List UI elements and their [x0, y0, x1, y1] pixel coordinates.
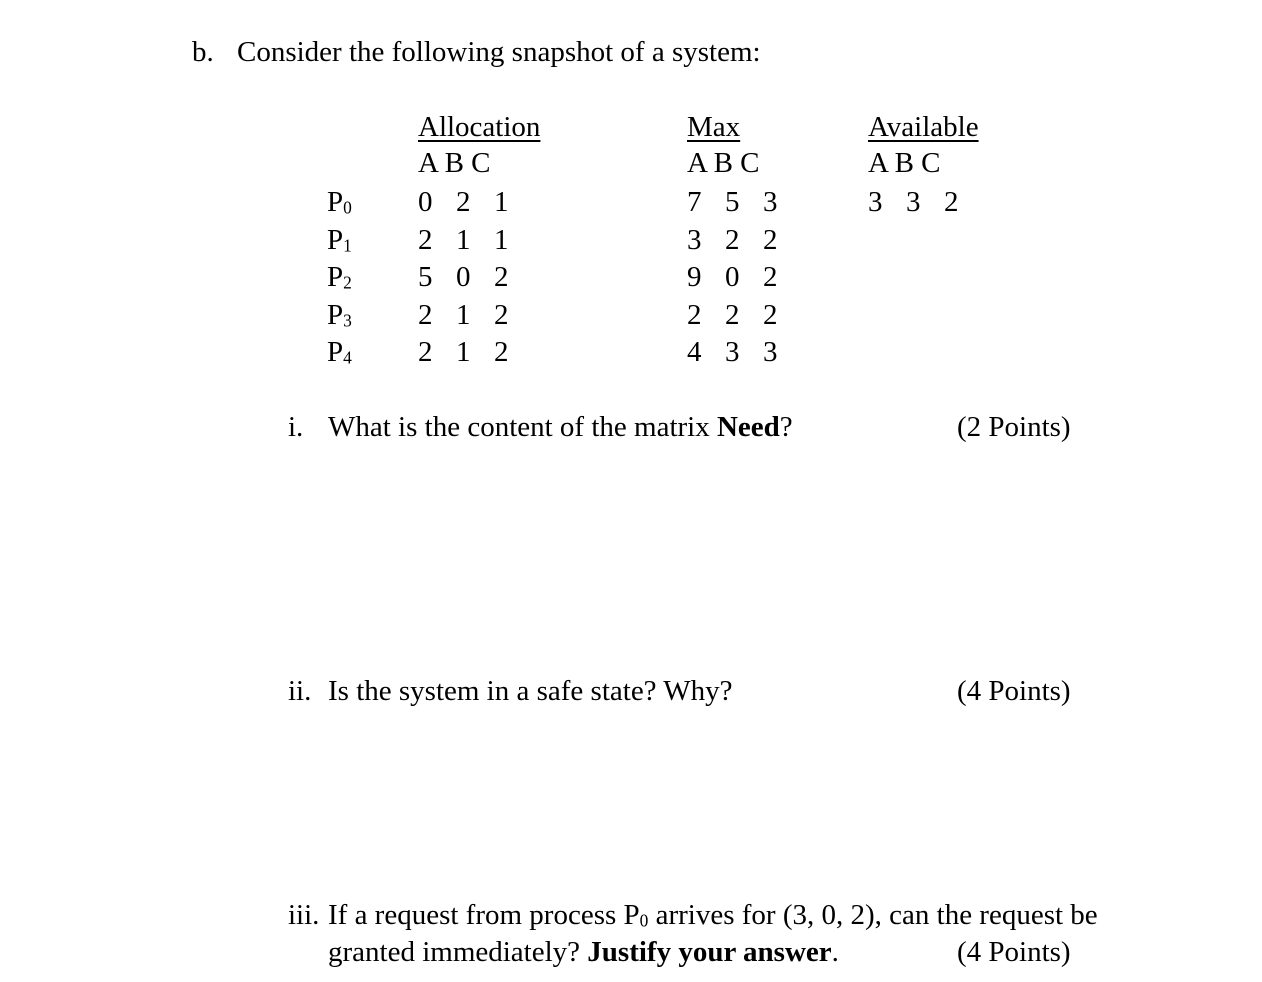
max-header: Max	[687, 111, 741, 143]
available-cell: 3 3 2	[868, 186, 967, 218]
max-cell: 2 2 2	[687, 299, 786, 331]
subquestion-text: Is the system in a safe state? Why?	[328, 675, 733, 707]
allocation-cell: 5 0 2	[418, 261, 517, 293]
points-label: (2 Points)	[957, 411, 1071, 443]
process-label: $P_0$	[327, 186, 352, 218]
available-header: Available	[868, 111, 979, 143]
allocation-cell: 0 2 1	[418, 186, 517, 218]
max-cell: 3 2 2	[687, 224, 786, 256]
allocation-cell: 2 1 1	[418, 224, 517, 256]
allocation-cell: 2 1 2	[418, 336, 517, 368]
process-label: $P_2$	[327, 261, 352, 293]
process-label: $P_4$	[327, 336, 352, 368]
process-label: $P_1$	[327, 224, 352, 256]
subquestion-text: What is the content of the matrix Need?	[328, 411, 793, 443]
subquestion-label: ii.	[288, 675, 312, 707]
allocation-cell: 2 1 2	[418, 299, 517, 331]
subquestion-label: i.	[288, 411, 304, 443]
points-label: (4 Points)	[957, 675, 1071, 707]
allocation-header: Allocation	[418, 111, 541, 143]
subquestion-text-line1: If a request from process $P_0$ arrives for (3, 0, 2), can the request be	[328, 899, 1098, 931]
subquestion-text-line2: granted immediately? Justify your answer.	[328, 936, 839, 968]
points-label: (4 Points)	[957, 936, 1071, 968]
max-subheader: A B C	[687, 147, 760, 179]
process-label: $P_3$	[327, 299, 352, 331]
subquestion-label: iii.	[288, 899, 320, 931]
allocation-subheader: A B C	[418, 147, 491, 179]
question-label: b.	[192, 36, 214, 68]
max-cell: 4 3 3	[687, 336, 786, 368]
available-subheader: A B C	[868, 147, 941, 179]
max-cell: 9 0 2	[687, 261, 786, 293]
question-intro: Consider the following snapshot of a system:	[237, 36, 761, 68]
max-cell: 7 5 3	[687, 186, 786, 218]
